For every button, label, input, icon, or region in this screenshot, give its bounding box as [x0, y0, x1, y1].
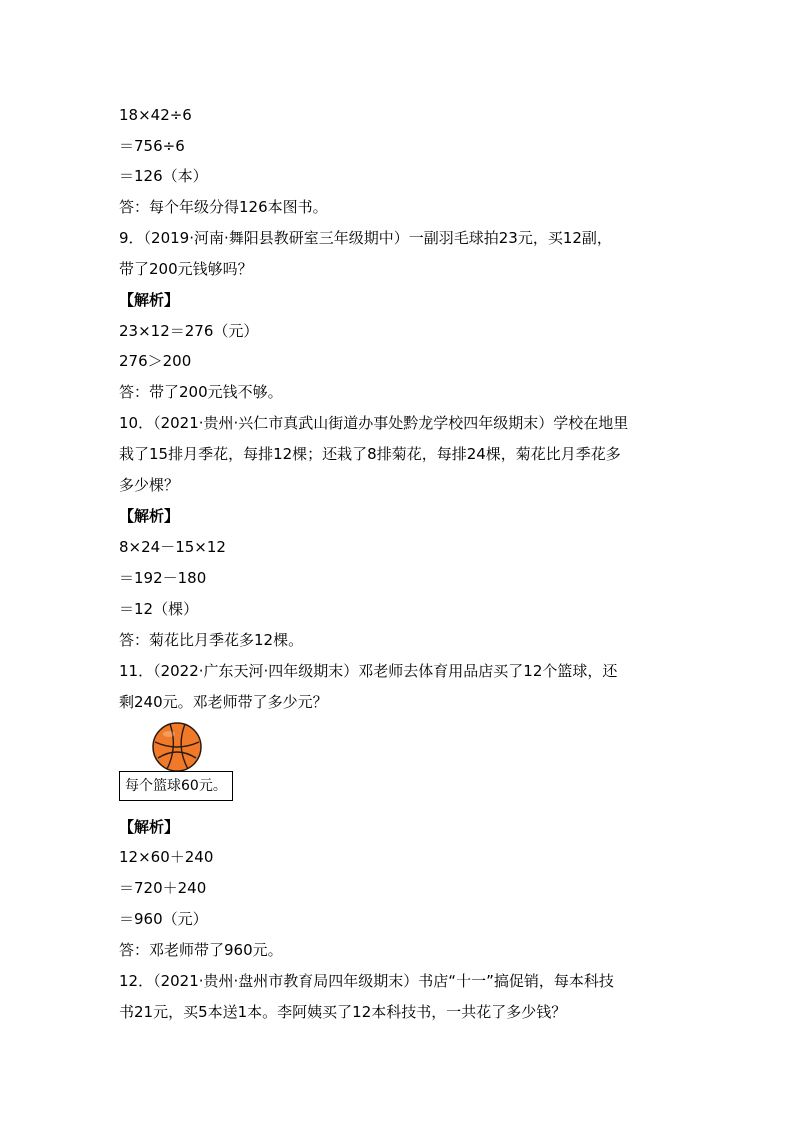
calc-line: ＝12（棵） [119, 600, 199, 618]
calc-line: ＝192－180 [119, 569, 207, 587]
calc-line: ＝126（本） [119, 167, 208, 185]
calc-line: 276＞200 [119, 352, 192, 370]
price-callout: 每个篮球60元。 [119, 771, 233, 801]
calc-line: 12×60＋240 [119, 848, 214, 866]
answer-line: 答：菊花比月季花多12棵。 [119, 631, 304, 649]
question-12-text: 12．（2021·贵州·盘州市教育局四年级期末）书店“十一”搞促销，每本科技 [119, 972, 614, 990]
question-10-text: 栽了15排月季花，每排12棵；还栽了8排菊花，每排24棵，菊花比月季花多 [119, 445, 621, 463]
question-10-text: 多少棵？ [119, 476, 180, 494]
analysis-heading: 【解析】 [119, 507, 180, 525]
answer-line: 答：每个年级分得126本图书。 [119, 198, 328, 216]
analysis-heading: 【解析】 [119, 818, 180, 836]
question-11-text: 11．（2022·广东天河·四年级期末）邓老师去体育用品店买了12个篮球，还 [119, 662, 618, 680]
analysis-heading: 【解析】 [119, 291, 180, 309]
calc-line: 8×24－15×12 [119, 538, 226, 556]
question-9-text: 带了200元钱够吗？ [119, 260, 253, 278]
calc-line: ＝960（元） [119, 910, 208, 928]
calc-line: ＝720＋240 [119, 879, 207, 897]
question-11-text: 剩240元。邓老师带了多少元？ [119, 693, 328, 711]
calc-line: 23×12＝276（元） [119, 322, 259, 340]
answer-line: 答：带了200元钱不够。 [119, 383, 283, 401]
basketball-icon [152, 722, 202, 772]
calc-line: 18×42÷6 [119, 106, 192, 124]
calc-line: ＝756÷6 [119, 137, 185, 155]
question-12-text: 书21元，买5本送1本。李阿姨买了12本科技书，一共花了多少钱？ [119, 1003, 567, 1021]
answer-line: 答：邓老师带了960元。 [119, 941, 283, 959]
question-10-text: 10．（2021·贵州·兴仁市真武山街道办事处黔龙学校四年级期末）学校在地里 [119, 414, 629, 432]
question-9-text: 9．（2019·河南·舞阳县教研室三年级期中）一副羽毛球拍23元，买12副， [119, 229, 612, 247]
